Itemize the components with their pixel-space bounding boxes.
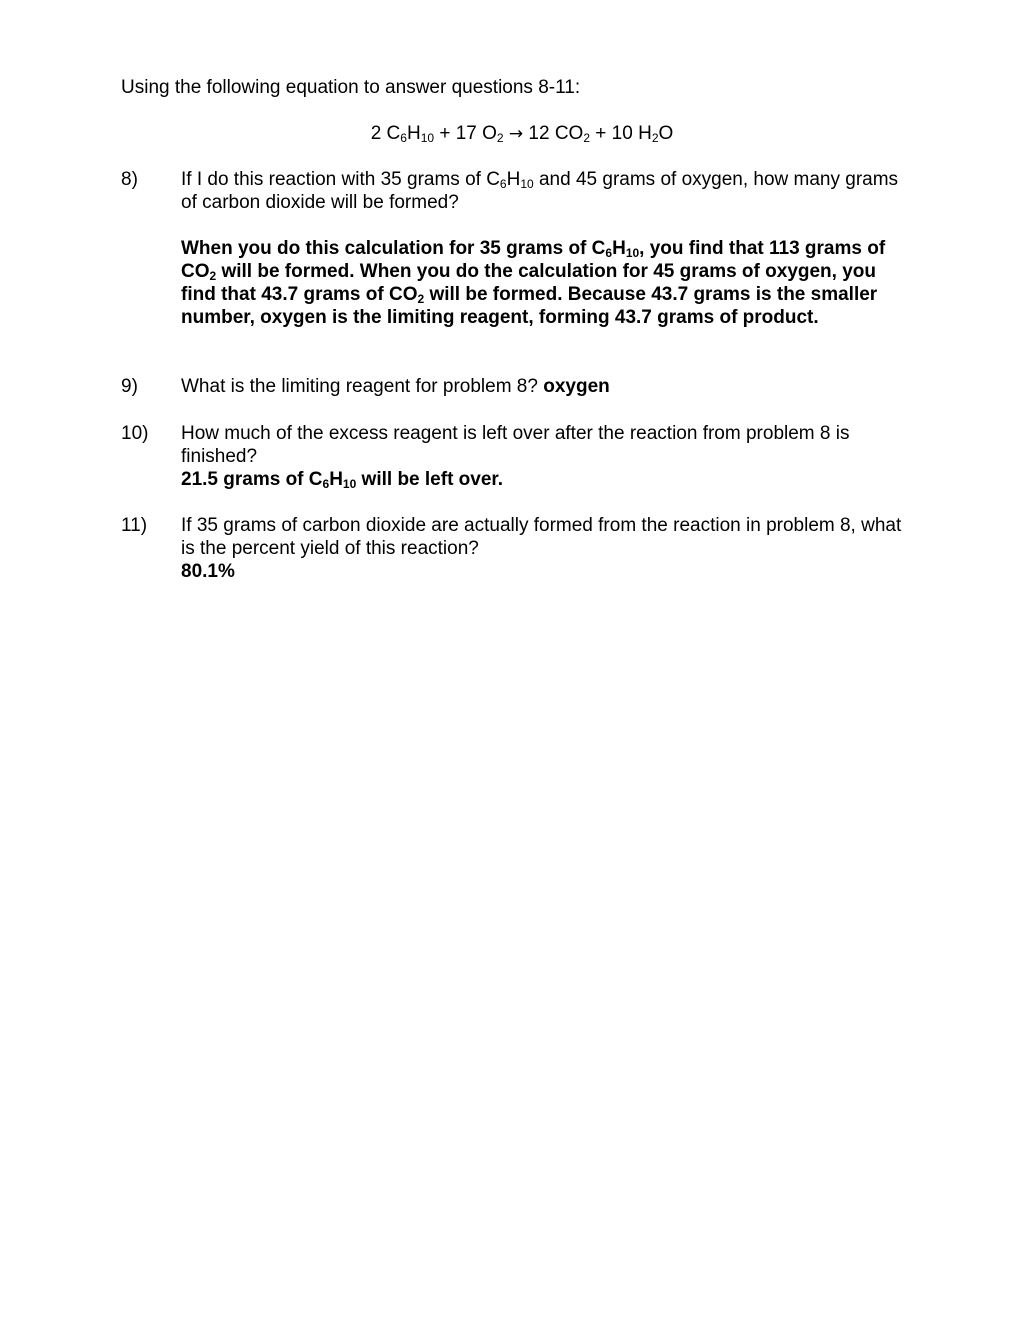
equation-part: + 17 O [434, 123, 497, 144]
answer-text [181, 237, 911, 329]
subscript: 6 [322, 477, 330, 491]
question-body [181, 514, 911, 583]
intro-text: Using the following equation to answer questions 8-11: [121, 77, 581, 98]
text-run: will be formed. Because 43.7 grams is the smaller number, oxygen is the limiting reagent, forming 43.7 grams of product. [181, 284, 878, 328]
question-text [181, 168, 911, 214]
question-body [181, 168, 911, 329]
subscript: 6 [605, 246, 613, 260]
text-run: will be left over. [356, 469, 504, 490]
subscript: 10 [342, 477, 357, 491]
text-run: When you do this calculation for 35 grams of C [181, 238, 606, 259]
equation-subscript: 10 [420, 131, 435, 145]
question-number: 9) [121, 376, 138, 397]
question-number: 10) [121, 423, 149, 444]
subscript: 2 [417, 292, 425, 306]
question-text: How much of the excess reagent is left over after the reaction from problem 8 is finished? [181, 423, 850, 467]
equation-part: 12 CO [523, 123, 584, 144]
equation-subscript: 6 [400, 131, 407, 145]
question-body [181, 375, 911, 398]
question-text: If 35 grams of carbon dioxide are actually formed from the reaction in problem 8, what is the percent yield of this reaction? [181, 515, 902, 559]
text-run: If I do this reaction with 35 grams of C [181, 169, 500, 190]
text-run: will be formed. When you do the calculation for 45 grams of oxygen, you find that 43.7 grams of CO [181, 261, 877, 305]
question-body [181, 422, 911, 491]
right-arrow-icon: → [508, 124, 524, 144]
text-run: H [612, 238, 626, 259]
equation-subscript: 2 [496, 131, 504, 145]
chemical-equation [0, 122, 1024, 146]
subscript: 6 [499, 177, 507, 191]
equation-part: 2 C [370, 123, 401, 144]
answer-text: 80.1% [181, 561, 235, 582]
equation-subscript: 2 [651, 131, 659, 145]
text-run: H [506, 169, 521, 190]
equation-subscript: 2 [583, 131, 591, 145]
question-number: 8) [121, 169, 138, 190]
equation-part: + 10 H [590, 123, 652, 144]
text-run: H [329, 469, 343, 490]
equation-part: O [658, 123, 674, 144]
subscript: 10 [625, 246, 640, 260]
text-run: and 45 grams of oxygen, how many grams of carbon dioxide will be formed? [181, 169, 899, 213]
text-run: , you find that 113 grams of CO [181, 238, 886, 282]
answer-text [181, 468, 911, 491]
text-run: 21.5 grams of C [181, 469, 323, 490]
equation-part: H [406, 123, 421, 144]
question-number: 11) [121, 515, 148, 536]
subscript: 10 [520, 177, 534, 191]
subscript: 2 [209, 269, 217, 283]
answer-text: oxygen [543, 376, 610, 397]
question-text: What is the limiting reagent for problem 8? [181, 376, 544, 397]
